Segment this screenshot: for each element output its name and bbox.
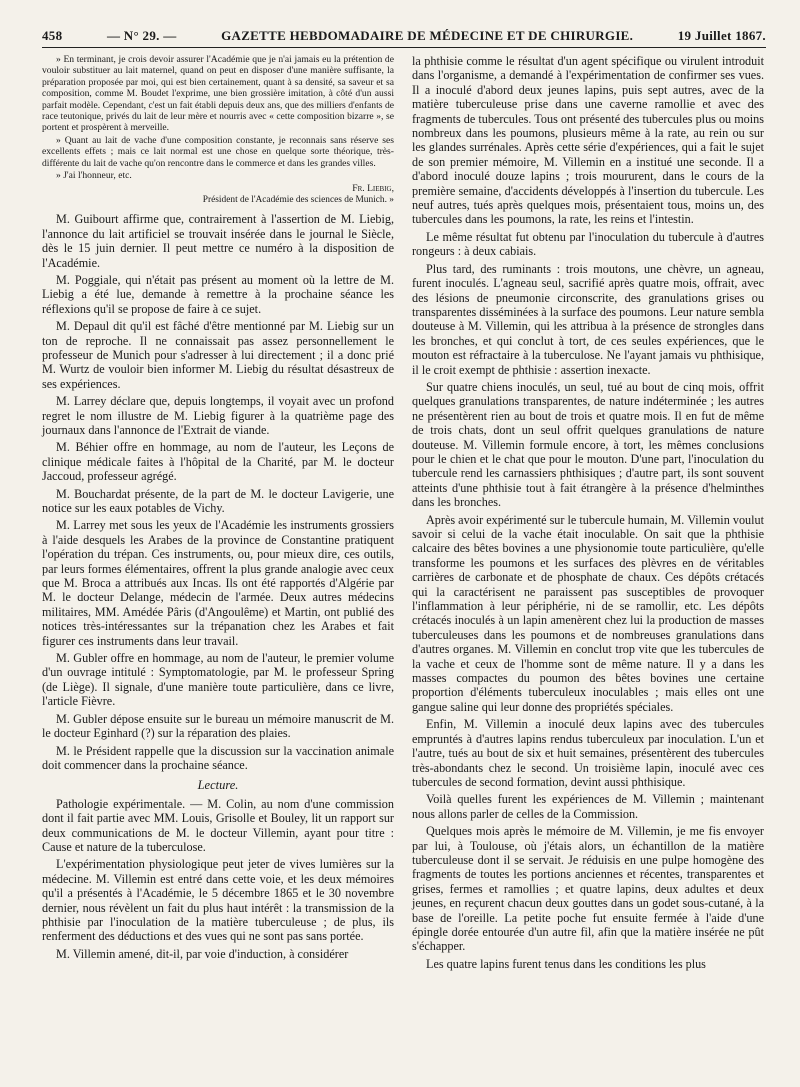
signature-title: Président de l'Académie des sciences de Munich. » [202,194,394,205]
paragraph: M. Villemin amené, dit-il, par voie d'induction, à considérer [56,946,349,961]
paragraph: M. le Président rappelle que la discussion sur la vaccination animale doit commencer dans la prochaine séance. [42,743,394,772]
paragraph: Les quatre lapins furent tenus dans les conditions les plus [426,956,706,971]
paragraph: M. Gubler offre en hommage, au nom de l'auteur, le premier volume d'un ouvrage intitulé : Symptomatologie, par M. le professeur Spring (de Liège). Il signale, d'une manière toute particulière, dans ce livre, l'article Fièvre. [42,651,394,709]
issue-number: — N° 29. — [106,28,177,43]
right-column [412,54,764,974]
paragraph: L'expérimentation physiologique peut jeter de vives lumières sur la médecine. M. Villemin est entré dans cette voie, et les deux mémoires qu'il a présentés à l'Académie, le 5 décembre 1865 et le 30 novembre dernier, nous révèlent un fait du plus haut intérêt : la transmission de la phthisie par l'inoculation de la matière tuberculeuse ; de plus, ils renferment des déductions et des vues qui ne sont pas sans portée. [42,857,394,944]
page-number: 458 [42,28,63,43]
paragraph: M. Larrey déclare que, depuis longtemps, il voyait avec un profond regret le nom illustre de M. Liebig figurer à la quatrième page des journaux dans l'annonce de l'Extrait de viande. [42,394,394,437]
left-column [42,54,394,974]
section-title: Lecture. [197,778,239,793]
paragraph: M. Guibourt affirme que, contrairement à l'assertion de M. Liebig, l'annonce du lait artificiel se trouvait insérée dans le journal le Siècle, dès le 15 juin dernier. Il peut mettre ce numéro à la disposition de l'Académie. [42,212,394,270]
paragraph: Sur quatre chiens inoculés, un seul, tué au bout de cinq mois, offrit quelques granulations transparentes, de nature indéterminée ; les autres ne présentèrent rien au bout de trois et quatre mois. Il en fut de même de trois chats, dont un seul offrit quelques granulations de nature douteuse. M. Villemin formule encore, à tort, les mêmes conclusions pour le chien et le chat que pour le mouton. D'une part, l'inoculation du tubercule rend les carnassiers phthisiques ; d'autre part, ils sont souvent atteints d'une phthisie tout à fait étrangère à la présence d'helminthes dans les bronches. [412,379,764,510]
paragraph: Plus tard, des ruminants : trois moutons, une chèvre, un agneau, furent inoculés. L'agneau seul, sacrifié après quatre mois, offrait, avec des lésions de pneumonie circonscrite, des granulations grises ou transparentes disséminées à la surface des poumons. Leur nature sembla douteuse à M. Villemin, qui les attribua à la présence de strongles dans les bronches, et qui conclut à tort, de ces seules expériences, que le mouton est réfractaire à la tuberculose. Ne l'ayant jamais vu phthisique, il le croit exempt de phthisie : assertion inexacte. [412,261,764,377]
journal-title: GAZETTE HEBDOMADAIRE DE MÉDECINE ET DE CHIRURGIE. [221,28,634,43]
letter-paragraph: » J'ai l'honneur, etc. [56,170,132,182]
paragraph: la phthisie comme le résultat d'un agent spécifique ou virulent introduit dans l'organisme, a demandé à l'expérimentation de confirmer ses vues. Il a inoculé d'abord deux jeunes lapins, puis sept autres, avec de la matière tuberculeuse prise dans une caverne ramollie et avec des fragments de tubercules. Tous ont présenté des tubercules plus ou moins nombreux dans les poumons, plusieurs même à la rate, au rein ou sur les glandes surrénales. Après cette série d'expériences, qui a fait le sujet de son premier mémoire, M. Villemin en a institué une seconde. Il a d'abord inoculé douze lapins ; trois moururent, dans le cours de la première semaine, d'accidents développés à l'insertion du tubercule. Les neuf autres, tués après quelques mois, présentaient tous, moins un, des tubercules dans les poumons, la rate, les reins et l'intestin. [412,54,764,227]
letter-quote [42,54,394,181]
paragraph: Après avoir expérimenté sur le tubercule humain, M. Villemin voulut savoir si celui de la vache était inoculable. On sait que la phthisie calcaire des bêtes bovines a une physionomie toute particulière, qu'elle transforme les poumons et les surfaces des plèvres en de véritables carrières de carbonate et de phosphate de chaux. Ces dépôts crétacés qui la caractérisent ne paraissent pas susceptibles de provoquer l'inflammation à leur périphérie, ni de se ramollir, etc. Les dépôts crétacés inoculés à un lapin amenèrent chez lui la production de masses tuberculeuses dans les poumons et de nombreuses granulations dans d'autres organes. M. Villemin en conclut trop vite que les tubercules de la vache et ceux de l'homme sont de même nature. Il y a dans les masses compactes du poumon des bêtes bovines une certaine proportion d'éléments tuberculeux inoculables ; mais elles ont une gangue saline qui leur donne des propriétés spéciales. [412,512,764,714]
paragraph: M. Gubler dépose ensuite sur le bureau un mémoire manuscrit de M. le docteur Eginhard (?) sur la réparation des plaies. [42,711,394,741]
columns [42,54,766,974]
letter-paragraph: » Quant au lait de vache d'une composition constante, je reconnais sans réserve ses excellents effets ; mais ce lait normal est une chose en quelque sorte théorique, très-différente du lait de vache qu'on rencontre dans le commerce et dans les grandes villes. [42,134,394,169]
paragraph: M. Béhier offre en hommage, au nom de l'auteur, les Leçons de clinique médicale faites à l'hôpital de la Charité, par M. le docteur Jaccoud, professeur agrégé. [42,440,394,484]
paragraph: M. Depaul dit qu'il est fâché d'être mentionné par M. Liebig sur un ton de reproche. Il ne connaissait pas assez personnellement le professeur de Munich pour s'adresser à lui directement ; il a donc prié M. Wurtz de vouloir bien informer M. Liebig du résultat désastreux de ses expériences. [42,319,394,391]
paragraph: Enfin, M. Villemin a inoculé deux lapins avec des tubercules empruntés à d'autres lapins rendus tuberculeux par inoculation. L'un et l'autre, tués au bout de six et huit semaines, présentèrent des tubercules très-abondants chez le second. Un troisième lapin, inoculé avec ces tubercules de second formation, devint aussi phthisique. [412,717,764,789]
letter-signature [42,183,394,206]
issue-date: 19 Juillet 1867. [677,28,766,43]
paragraph: M. Bouchardat présente, de la part de M. le docteur Lavigerie, une notice sur les eaux potables de Vichy. [42,486,394,515]
paragraph: M. Larrey met sous les yeux de l'Académie les instruments grossiers à l'aide desquels les Arabes de la province de Constantine pratiquent l'opération du trépan. Ces instruments, ou, pour mieux dire, ces outils, par leurs formes élémentaires, offrent la plus grande analogie avec ceux que M. Broca a attribués aux Incas. Ils ont été rapportés d'Algérie par M. le docteur Delange, médecin de l'armée. Deux autres médecins militaires, MM. Amédée Pâris (d'Angoulême) et Martin, ont publié des notices très-intéressantes sur la trépanation chez les Arabes et fait figurer ces instruments dans leur travail. [42,518,394,648]
paragraph: Le même résultat fut obtenu par l'inoculation du tubercule à d'autres rongeurs : à deux cabiais. [412,229,764,259]
paragraph: Voilà quelles furent les expériences de M. Villemin ; maintenant nous allons parler de celles de la Commission. [412,792,764,821]
paragraph: Pathologie expérimentale. — M. Colin, au nom d'une commission dont il fait partie avec MM. Louis, Grisolle et Bouley, lit un rapport sur deux communications de M. le docteur Villemin, ayant pour titre : Cause et nature de la tuberculose. [42,796,394,854]
paragraph: M. Poggiale, qui n'était pas présent au moment où la lettre de M. Liebig a été lue, demande à remettre à la prochaine séance les réflexions qu'il se propose de faire à ce sujet. [42,272,394,316]
paragraph: Quelques mois après le mémoire de M. Villemin, je me fis envoyer par lui, à Toulouse, où j'étais alors, un échantillon de la matière tuberculeuse dont il se servait. Je réduisis en une pulpe homogène des fragments de toutes les portions anciennes et récentes, transparentes et grises, fermes et ramollies ; et quatre lapins, deux adultes et deux jeunes, en reçurent chacun deux gouttes dans un godet sous-cutané, à la base de l'oreille. La petite poche fut ensuite fermée à l'aide d'une épingle dorée entourée d'un autre fil, afin que la matière insérée ne pût s'échapper. [412,824,764,954]
signature-name: Fr. Liebig, [352,183,394,195]
running-header [42,28,766,48]
letter-paragraph: » En terminant, je crois devoir assurer l'Académie que je n'ai jamais eu la prétention de vouloir substituer au lait maternel, quand on peut en disposer d'une manière suffisante, la préparation proposée par moi, qui est bien certainement, quant à sa densité, sa saveur et sa composition, comme M. Boudet l'exprime, une bien grossière imitation, à côté d'un aussi parfait modèle. Cependant, c'est un fait établi depuis deux ans, que des milliers d'enfants de race teutonique, privés du lait de leur mère et nourris avec « cette composition bizarre », se portent et prospèrent à merveille. [42,54,394,134]
